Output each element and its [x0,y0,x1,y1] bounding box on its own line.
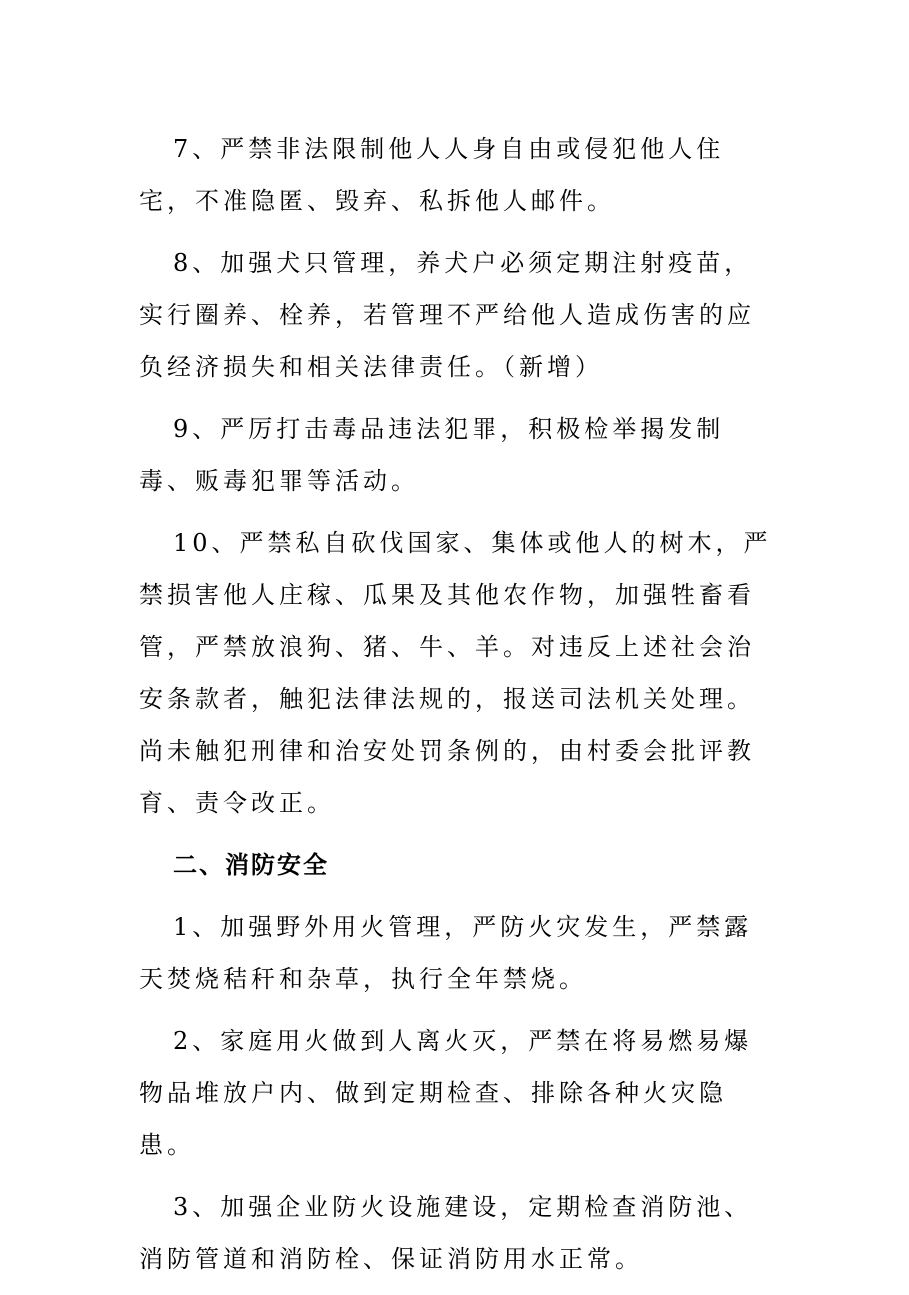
document-body [139,123,775,1295]
paragraph-fire-item-1: 1、加强野外用火管理，严防火灾发生，严禁露天焚烧秸秆和杂草，执行全年禁烧。 [139,913,753,993]
paragraph-item-10: 10、严禁私自砍伐国家、集体或他人的树木，严禁损害他人庄稼、瓜果及其他农作物，加强牲畜看管，严禁放浪狗、猪、牛、羊。对违反上述社会治安条款者，触犯法律法规的，报送司法机关处理。尚未触犯刑律和治安处罚条例的，由村委会批评教育、责令改正。 [139,529,772,817]
paragraph-item-8: 8、加强犬只管理，养犬户必须定期注射疫苗，实行圈养、栓养，若管理不严给他人造成伤害的应负经济损失和相关法律责任。（新增） [139,249,755,381]
paragraph-fire-item-3: 3、加强企业防火设施建设，定期检查消防池、消防管道和消防栓、保证消防用水正常。 [139,1193,753,1273]
paragraph-item-7: 7、严禁非法限制他人人身自由或侵犯他人住宅，不准隐匿、毁弃、私拆他人邮件。 [139,135,725,215]
paragraph-item-9: 9、严厉打击毒品违法犯罪，积极检举揭发制毒、贩毒犯罪等活动。 [139,415,725,495]
section-heading-fire-safety: 二、消防安全 [173,851,329,879]
paragraph-fire-item-2: 2、家庭用火做到人离火灭，严禁在将易燃易爆物品堆放户内、做到定期检查、排除各种火灾隐患。 [139,1027,753,1159]
